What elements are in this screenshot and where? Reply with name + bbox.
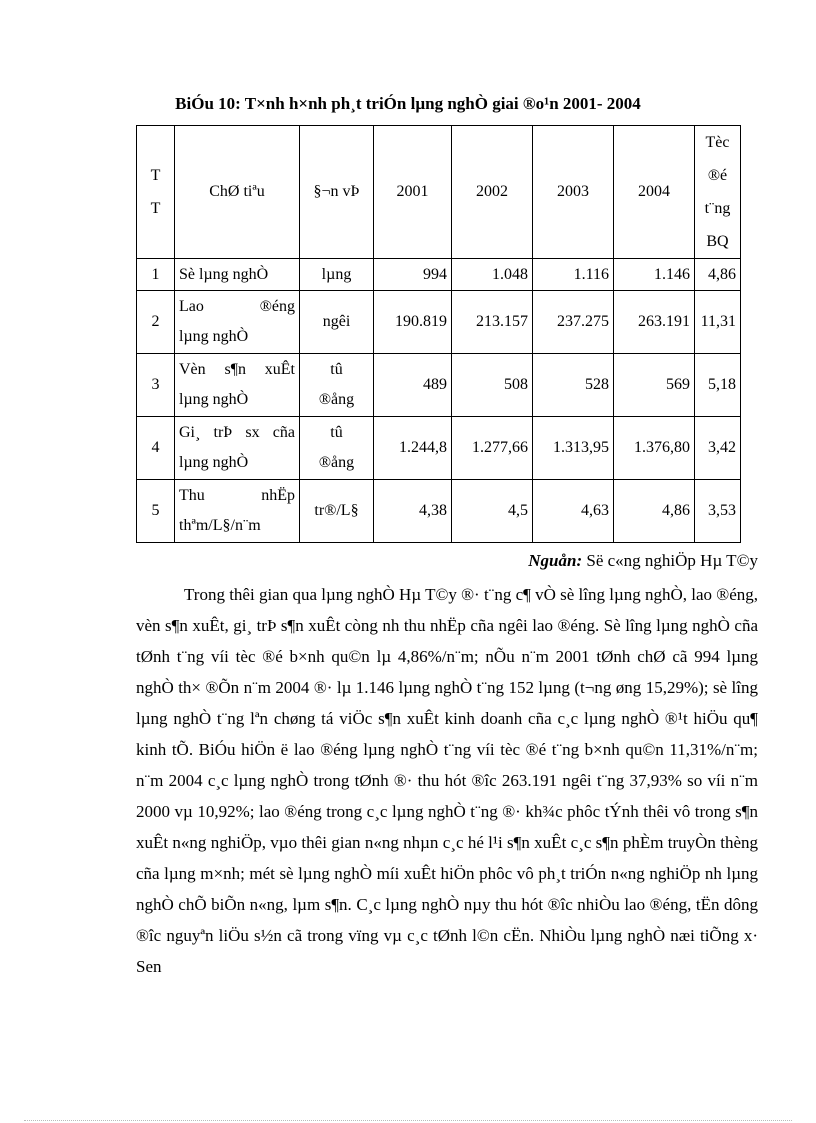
table-header-row bbox=[137, 126, 741, 259]
header-growth: Tèc ®é t¨ng BQ bbox=[695, 126, 741, 259]
header-2001: 2001 bbox=[374, 126, 452, 259]
table-row bbox=[137, 259, 741, 291]
cell-indicator: Gi¸ trÞ sx cña lµng nghÒ bbox=[175, 417, 300, 480]
cell-2003: 1.116 bbox=[533, 259, 614, 291]
source-text: Së c«ng nghiÖp Hµ T©y bbox=[582, 551, 758, 570]
cell-2003: 1.313,95 bbox=[533, 417, 614, 480]
cell-2003: 4,63 bbox=[533, 480, 614, 543]
cell-tt: 5 bbox=[137, 480, 175, 543]
cell-2002: 213.157 bbox=[452, 291, 533, 354]
body-paragraph: Trong thêi gian qua lµng nghÒ Hµ T©y ®· t¨ng c¶ vÒ sè lîng lµng nghÒ, lao ®éng, vèn s¶n xuÊt, gi¸ trÞ s¶n xuÊt còng nh thu nhËp cña ngêi lao ®éng. Sè lîng lµng nghÒ cña tØnh t¨ng víi tèc ®é b×nh qu©n lµ 4,86%/n¨m; nÕu n¨m 2001 tØnh chØ cã 994 lµng nghÒ th× ®Õn n¨m 2004 ®· lµ 1.146 lµng nghÒ t¨ng 152 lµng (t¬ng øng 15,29%); sè lîng lµng nghÒ t¨ng lªn chøng tá viÖc s¶n xuÊt kinh doanh cña c¸c lµng nghÒ ®¹t hiÖu qu¶ kinh tÕ. BiÓu hiÖn ë lao ®éng lµng nghÒ t¨ng víi tèc ®é t¨ng b×nh qu©n 11,31%/n¨m; n¨m 2004 c¸c lµng nghÒ trong tØnh ®· thu hót ®îc 263.191 ngêi t¨ng 37,93% so víi n¨m 2000 vµ 10,92%; lao ®éng trong c¸c lµng nghÒ t¨ng ®· kh¾c phôc tÝnh thêi vô trong s¶n xuÊt n«ng nghiÖp, vµo thêi gian n«ng nhµn c¸c hé l¹i s¶n xuÊt c¸c s¶n phÈm truyÒn thèng cña lµng m×nh; mét sè lµng nghÒ míi xuÊt hiÖn phôc vô ph¸t triÓn n«ng nghiÖp nh lµng nghÒ chÕ biÕn n«ng, lµm s¶n. C¸c lµng nghÒ nµy thu hót ®îc nhiÒu lao ®éng, tËn dông ®îc nguyªn liÖu s½n cã trong vïng vµ c¸c tØnh l©n cËn. NhiÒu lµng nghÒ næi tiÕng x· Sen bbox=[136, 585, 758, 976]
cell-growth: 3,53 bbox=[695, 480, 741, 543]
header-indicator: ChØ tiªu bbox=[175, 126, 300, 259]
cell-2001: 190.819 bbox=[374, 291, 452, 354]
page-bottom-rule bbox=[24, 1120, 792, 1121]
table-row bbox=[137, 417, 741, 480]
source-label: Nguån: bbox=[528, 551, 583, 570]
cell-2002: 4,5 bbox=[452, 480, 533, 543]
cell-2004: 263.191 bbox=[614, 291, 695, 354]
header-2002: 2002 bbox=[452, 126, 533, 259]
cell-2003: 528 bbox=[533, 354, 614, 417]
header-2004: 2004 bbox=[614, 126, 695, 259]
cell-2002: 508 bbox=[452, 354, 533, 417]
cell-growth: 3,42 bbox=[695, 417, 741, 480]
data-table bbox=[136, 125, 741, 543]
cell-unit: tr®/L§ bbox=[300, 480, 374, 543]
table-row bbox=[137, 291, 741, 354]
cell-2002: 1.277,66 bbox=[452, 417, 533, 480]
table-row bbox=[137, 480, 741, 543]
cell-tt: 2 bbox=[137, 291, 175, 354]
header-tt: T T bbox=[137, 126, 175, 259]
cell-unit: tû ®ång bbox=[300, 354, 374, 417]
cell-growth: 4,86 bbox=[695, 259, 741, 291]
cell-unit: lµng bbox=[300, 259, 374, 291]
cell-growth: 5,18 bbox=[695, 354, 741, 417]
cell-unit: tû ®ång bbox=[300, 417, 374, 480]
table-title: BiÓu 10: T×nh h×nh ph¸t triÓn lµng nghÒ giai ®o¹n 2001- 2004 bbox=[175, 94, 641, 113]
table-row bbox=[137, 354, 741, 417]
cell-2001: 489 bbox=[374, 354, 452, 417]
cell-growth: 11,31 bbox=[695, 291, 741, 354]
source-note bbox=[528, 551, 758, 571]
cell-2001: 4,38 bbox=[374, 480, 452, 543]
cell-2004: 1.376,80 bbox=[614, 417, 695, 480]
cell-2004: 1.146 bbox=[614, 259, 695, 291]
cell-indicator: Lao ®éng lµng nghÒ bbox=[175, 291, 300, 354]
cell-2004: 4,86 bbox=[614, 480, 695, 543]
header-2003: 2003 bbox=[533, 126, 614, 259]
cell-tt: 1 bbox=[137, 259, 175, 291]
cell-indicator: Thu nhËp thªm/L§/n¨m bbox=[175, 480, 300, 543]
cell-tt: 3 bbox=[137, 354, 175, 417]
cell-tt: 4 bbox=[137, 417, 175, 480]
cell-indicator: Vèn s¶n xuÊt lµng nghÒ bbox=[175, 354, 300, 417]
cell-unit: ngêi bbox=[300, 291, 374, 354]
cell-2001: 1.244,8 bbox=[374, 417, 452, 480]
header-unit: §¬n vÞ bbox=[300, 126, 374, 259]
cell-2003: 237.275 bbox=[533, 291, 614, 354]
cell-2004: 569 bbox=[614, 354, 695, 417]
cell-indicator: Sè lµng nghÒ bbox=[175, 259, 300, 291]
cell-2002: 1.048 bbox=[452, 259, 533, 291]
cell-2001: 994 bbox=[374, 259, 452, 291]
